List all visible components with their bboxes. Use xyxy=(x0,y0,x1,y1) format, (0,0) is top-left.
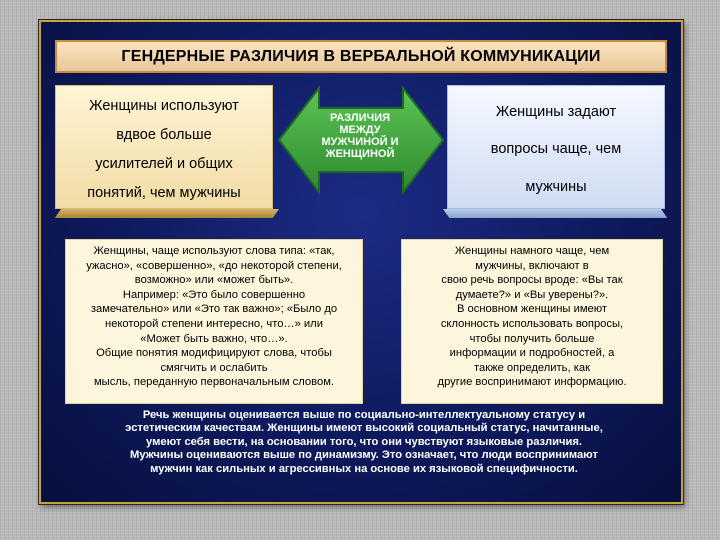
summary-line: Мужчины оцениваются выше по динамизму. Это означает, что люди воспринимают xyxy=(130,449,598,462)
left-box-shadow xyxy=(55,209,279,218)
right-panel-line: Женщины намного чаще, чем xyxy=(454,245,610,257)
right-panel-line: В основном женщины имеют xyxy=(456,303,608,316)
right-panel-line: свою речь вопросы вроде: «Вы так xyxy=(441,274,623,287)
right-panel-line: другие воспринимают информацию. xyxy=(437,376,627,389)
left-box xyxy=(55,85,273,209)
right-box xyxy=(447,85,665,209)
right-panel-line: также определить, как xyxy=(474,361,590,374)
right-panel-line: мужчины, включают в xyxy=(475,259,589,272)
slide xyxy=(39,20,683,504)
left-panel-line: ужасно», «совершенно», «до некоторой степени, xyxy=(86,259,342,272)
left-panel-line: Общие понятия модифицируют слова, чтобы xyxy=(96,347,332,360)
arrow-label-line: МЕЖДУ xyxy=(339,124,381,136)
right-panel-line: информации и подробностей, а xyxy=(449,347,615,360)
right-panel-line: думаете?» и «Вы уверены?». xyxy=(455,288,609,301)
arrow-label-line: РАЗЛИЧИЯ xyxy=(329,112,391,124)
summary-line: эстетическим качествам. Женщины имеют высокий социальный статус, начитанные, xyxy=(125,422,603,435)
left-panel-line: замечательно» или «Это так важно»; «Было до xyxy=(90,303,338,316)
left-panel-line: смягчить и ослабить xyxy=(160,361,268,374)
right-panel-line: чтобы получить больше xyxy=(469,332,595,345)
summary-text xyxy=(69,409,659,476)
arrow-label-line: ЖЕНЩИНОЙ xyxy=(325,148,395,160)
left-panel-line: мысль, переданную первоначальным словом. xyxy=(93,376,334,389)
left-panel-line: Например: «Это было совершенно xyxy=(122,288,306,301)
right-panel-line: склонность использовать вопросы, xyxy=(440,317,624,330)
slide-title-text: ГЕНДЕРНЫЕ РАЗЛИЧИЯ В ВЕРБАЛЬНОЙ КОММУНИКАЦИИ xyxy=(121,47,601,65)
left-box-line: усилителей и общих xyxy=(95,156,233,172)
summary-line: умеют себя вести, на основании того, что они чувствуют языковые различия. xyxy=(146,435,582,448)
left-panel-line: Женщины, чаще используют слова типа: «так, xyxy=(93,245,335,257)
summary-line: мужчин как сильных и агрессивных на основе их языковой специфичности. xyxy=(150,462,578,475)
left-box-line: вдвое больше xyxy=(116,127,212,143)
summary-line: Речь женщины оценивается выше по социально-интеллектуальному статусу и xyxy=(142,409,586,421)
left-box-line: понятий, чем мужчины xyxy=(87,185,241,201)
left-text-panel xyxy=(65,239,363,404)
right-box-line: вопросы чаще, чем xyxy=(490,141,622,157)
left-panel-line: возможно» или «может быть». xyxy=(134,274,294,287)
slide-title xyxy=(55,40,667,73)
left-box-line: Женщины используют xyxy=(89,98,239,114)
left-panel-line: «Может быть важно, что…». xyxy=(140,332,288,345)
left-panel-line: некоторой степени интересно, что…» или xyxy=(105,317,323,330)
right-text-panel xyxy=(401,239,663,404)
right-box-shadow xyxy=(443,209,667,218)
right-box-line: Женщины задают xyxy=(495,104,617,120)
right-box-line: мужчины xyxy=(525,179,587,195)
arrow-label-line: МУЖЧИНОЙ И xyxy=(321,136,399,148)
arrow-label xyxy=(315,112,405,160)
